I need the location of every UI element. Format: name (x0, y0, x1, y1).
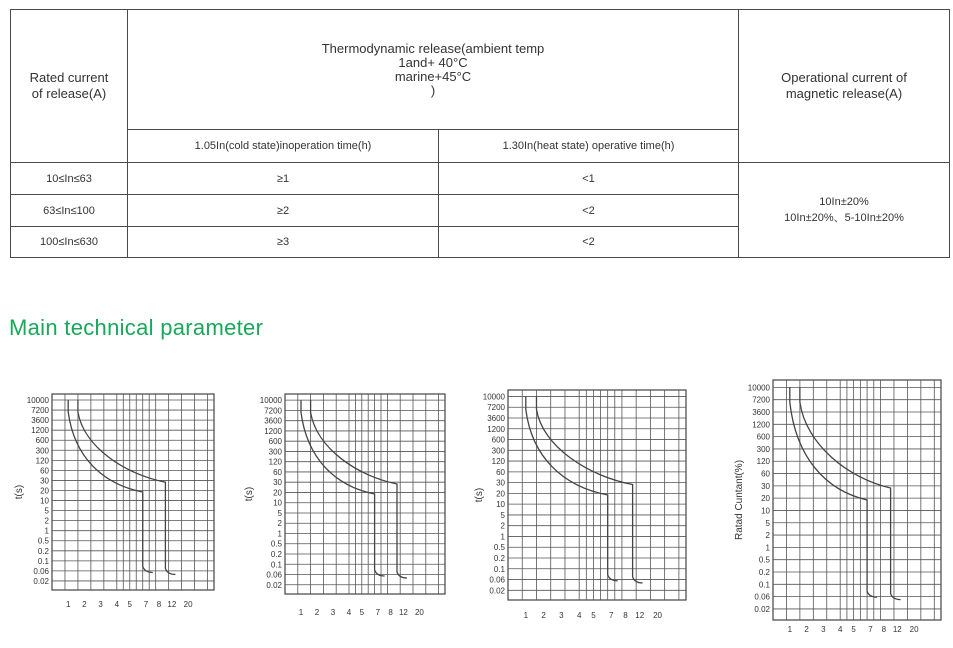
x-tick-label: 5 (359, 608, 365, 617)
trip-curve-lower (790, 387, 877, 597)
y-tick-label: 0.06 (266, 570, 282, 580)
cold-cell: ≥1 (128, 163, 439, 195)
y-tick-label: 1200 (487, 424, 505, 434)
y-tick-label: 10000 (747, 383, 770, 393)
y-tick-label: 120 (268, 457, 282, 467)
y-tick-label: 120 (35, 456, 49, 466)
x-tick-label: 12 (635, 611, 645, 620)
x-tick-label: 7 (609, 611, 614, 620)
x-tick-label: 1 (65, 600, 71, 609)
y-tick-label: 0.5 (493, 543, 505, 553)
x-tick-label: 4 (114, 600, 120, 609)
y-tick-label: 5 (44, 506, 49, 516)
y-tick-label: 120 (491, 457, 505, 467)
y-tick-label: 7200 (31, 406, 49, 416)
y-tick-label: 20 (761, 494, 770, 504)
x-tick-label: 4 (837, 625, 843, 634)
magnetic-value-cell: 10In±20% 10In±20%、5-10In±20% (739, 163, 950, 258)
y-tick-label: 30 (496, 478, 505, 488)
y-tick-label: 10000 (482, 392, 505, 402)
trip-curve-chart-2 (238, 388, 453, 623)
y-tick-label: 10 (761, 506, 770, 516)
range-cell: 100≤In≤630 (11, 227, 128, 258)
y-tick-label: 0.2 (270, 550, 282, 559)
y-tick-label: 10 (496, 500, 505, 510)
x-tick-label: 1 (523, 611, 529, 620)
y-tick-label: 30 (761, 481, 770, 491)
y-tick-label: 0.02 (33, 576, 49, 586)
x-tick-label: 12 (398, 608, 408, 617)
x-tick-label: 3 (330, 608, 336, 617)
y-tick-label: 7200 (752, 395, 770, 405)
y-tick-label: 1 (277, 529, 282, 539)
x-tick-label: 2 (314, 608, 320, 617)
y-tick-label: 1200 (752, 420, 770, 430)
trip-curve-chart-4 (728, 376, 948, 636)
y-tick-label: 2 (765, 531, 770, 541)
y-tick-label: 5 (277, 508, 282, 518)
y-tick-label: 0.06 (489, 575, 505, 585)
y-tick-label: 0.5 (758, 555, 770, 565)
y-tick-label: 0.06 (33, 566, 49, 576)
x-tick-label: 20 (909, 625, 919, 634)
y-tick-label: 2 (44, 516, 49, 526)
y-tick-label: 0.2 (37, 546, 49, 556)
y-tick-label: 3600 (487, 414, 505, 423)
x-tick-label: 3 (98, 600, 103, 609)
y-tick-label: 60 (40, 466, 49, 476)
y-tick-label: 20 (40, 486, 49, 496)
y-tick-label: 30 (40, 476, 49, 486)
y-tick-label: 600 (491, 435, 505, 445)
y-tick-label: 1 (765, 543, 770, 553)
y-tick-label: 300 (35, 446, 49, 456)
x-tick-label: 3 (559, 611, 564, 620)
y-tick-label: 5 (500, 510, 505, 520)
trip-curve-lower (526, 396, 618, 580)
y-tick-label: 0.1 (270, 560, 282, 570)
x-tick-label: 2 (541, 611, 546, 620)
y-tick-label: 0.2 (758, 568, 770, 577)
y-tick-label: 600 (756, 432, 770, 442)
thermodynamic-release-header: Thermodynamic release(ambient temp 1and+ 40°C marine+45°C ) (128, 10, 739, 130)
trip-curve-lower (68, 400, 153, 572)
y-tick-label: 10000 (26, 396, 49, 406)
range-cell: 63≤In≤100 (11, 195, 128, 227)
y-tick-label: 1200 (31, 426, 49, 436)
y-tick-label: 600 (268, 437, 282, 447)
y-tick-label: 5 (765, 518, 770, 528)
x-tick-label: 2 (82, 600, 87, 609)
y-tick-label: 600 (35, 436, 49, 446)
y-tick-label: 0.2 (493, 554, 505, 563)
x-tick-label: 7 (375, 608, 381, 617)
x-tick-label: 4 (576, 611, 582, 620)
y-tick-label: 1 (500, 532, 505, 542)
y-tick-label: 2 (500, 521, 505, 531)
y-tick-label: 0.02 (754, 604, 770, 614)
y-tick-label: 10 (40, 496, 49, 506)
x-tick-label: 5 (127, 600, 132, 609)
x-tick-label: 20 (653, 611, 662, 620)
x-tick-label: 8 (156, 600, 162, 609)
y-tick-label: 0.5 (37, 536, 49, 546)
x-tick-label: 4 (346, 608, 352, 617)
x-tick-label: 2 (804, 625, 809, 634)
y-tick-label: 2 (277, 519, 282, 529)
x-tick-label: 5 (851, 625, 856, 634)
y-tick-label: 20 (273, 488, 282, 498)
trip-curve-upper (800, 387, 901, 599)
y-tick-label: 3600 (752, 408, 770, 417)
y-tick-label: 0.1 (37, 556, 49, 566)
heat-state-header: 1.30In(heat state) operative time(h) (439, 130, 739, 163)
y-tick-label: 300 (756, 444, 770, 454)
x-tick-label: 20 (183, 600, 193, 609)
y-axis-title: Ratad Cuntant(%) (734, 459, 745, 541)
y-tick-label: 0.06 (754, 592, 770, 602)
y-tick-label: 0.02 (489, 586, 505, 596)
y-tick-label: 10 (273, 498, 282, 508)
x-tick-label: 3 (821, 625, 826, 634)
rated-current-header: Rated current of release(A) (11, 10, 128, 163)
cold-cell: ≥2 (128, 195, 439, 227)
x-tick-label: 20 (414, 608, 424, 617)
heat-cell: <2 (439, 195, 739, 227)
cold-cell: ≥3 (128, 227, 439, 258)
y-tick-label: 120 (756, 457, 770, 467)
trip-curve-chart-3 (468, 388, 693, 623)
y-tick-label: 7200 (487, 403, 505, 413)
y-tick-label: 300 (268, 447, 282, 457)
y-tick-label: 3600 (264, 416, 282, 426)
cold-state-header: 1.05In(cold state)inoperation time(h) (128, 130, 439, 163)
x-tick-label: 8 (388, 608, 393, 617)
y-tick-label: 3600 (31, 416, 49, 426)
x-tick-label: 8 (623, 611, 628, 620)
heat-cell: <1 (439, 163, 739, 195)
y-tick-label: 7200 (264, 406, 282, 416)
y-tick-label: 20 (496, 489, 505, 499)
heat-cell: <2 (439, 227, 739, 258)
y-tick-label: 1 (44, 526, 49, 536)
y-tick-label: 60 (496, 467, 505, 477)
x-tick-label: 1 (298, 608, 304, 617)
trip-curve-lower (301, 400, 385, 576)
x-tick-label: 8 (881, 625, 887, 634)
spec-table (10, 9, 950, 258)
y-tick-label: 10000 (259, 396, 282, 406)
y-tick-label: 0.1 (758, 580, 770, 590)
table-row (11, 163, 950, 195)
y-tick-label: 0.1 (493, 564, 505, 574)
x-tick-label: 1 (787, 625, 793, 634)
x-tick-label: 5 (591, 611, 596, 620)
y-tick-label: 30 (273, 478, 282, 488)
y-tick-label: 60 (273, 467, 282, 477)
x-tick-label: 12 (167, 600, 177, 609)
y-tick-label: 0.5 (270, 539, 282, 549)
y-tick-label: 60 (761, 469, 770, 479)
x-tick-label: 7 (143, 600, 149, 609)
y-axis-title: t(s) (474, 487, 485, 503)
x-tick-label: 12 (892, 625, 902, 634)
y-axis-title: t(s) (14, 484, 25, 500)
section-title: Main technical parameter (9, 315, 264, 340)
x-tick-label: 7 (868, 625, 873, 634)
magnetic-release-header: Operational current of magnetic release(A) (739, 10, 950, 163)
y-tick-label: 0.02 (266, 580, 282, 590)
y-tick-label: 300 (491, 446, 505, 456)
y-tick-label: 1200 (264, 426, 282, 436)
range-cell: 10≤In≤63 (11, 163, 128, 195)
trip-curve-chart-1 (8, 388, 223, 613)
y-axis-title: t(s) (244, 486, 255, 502)
